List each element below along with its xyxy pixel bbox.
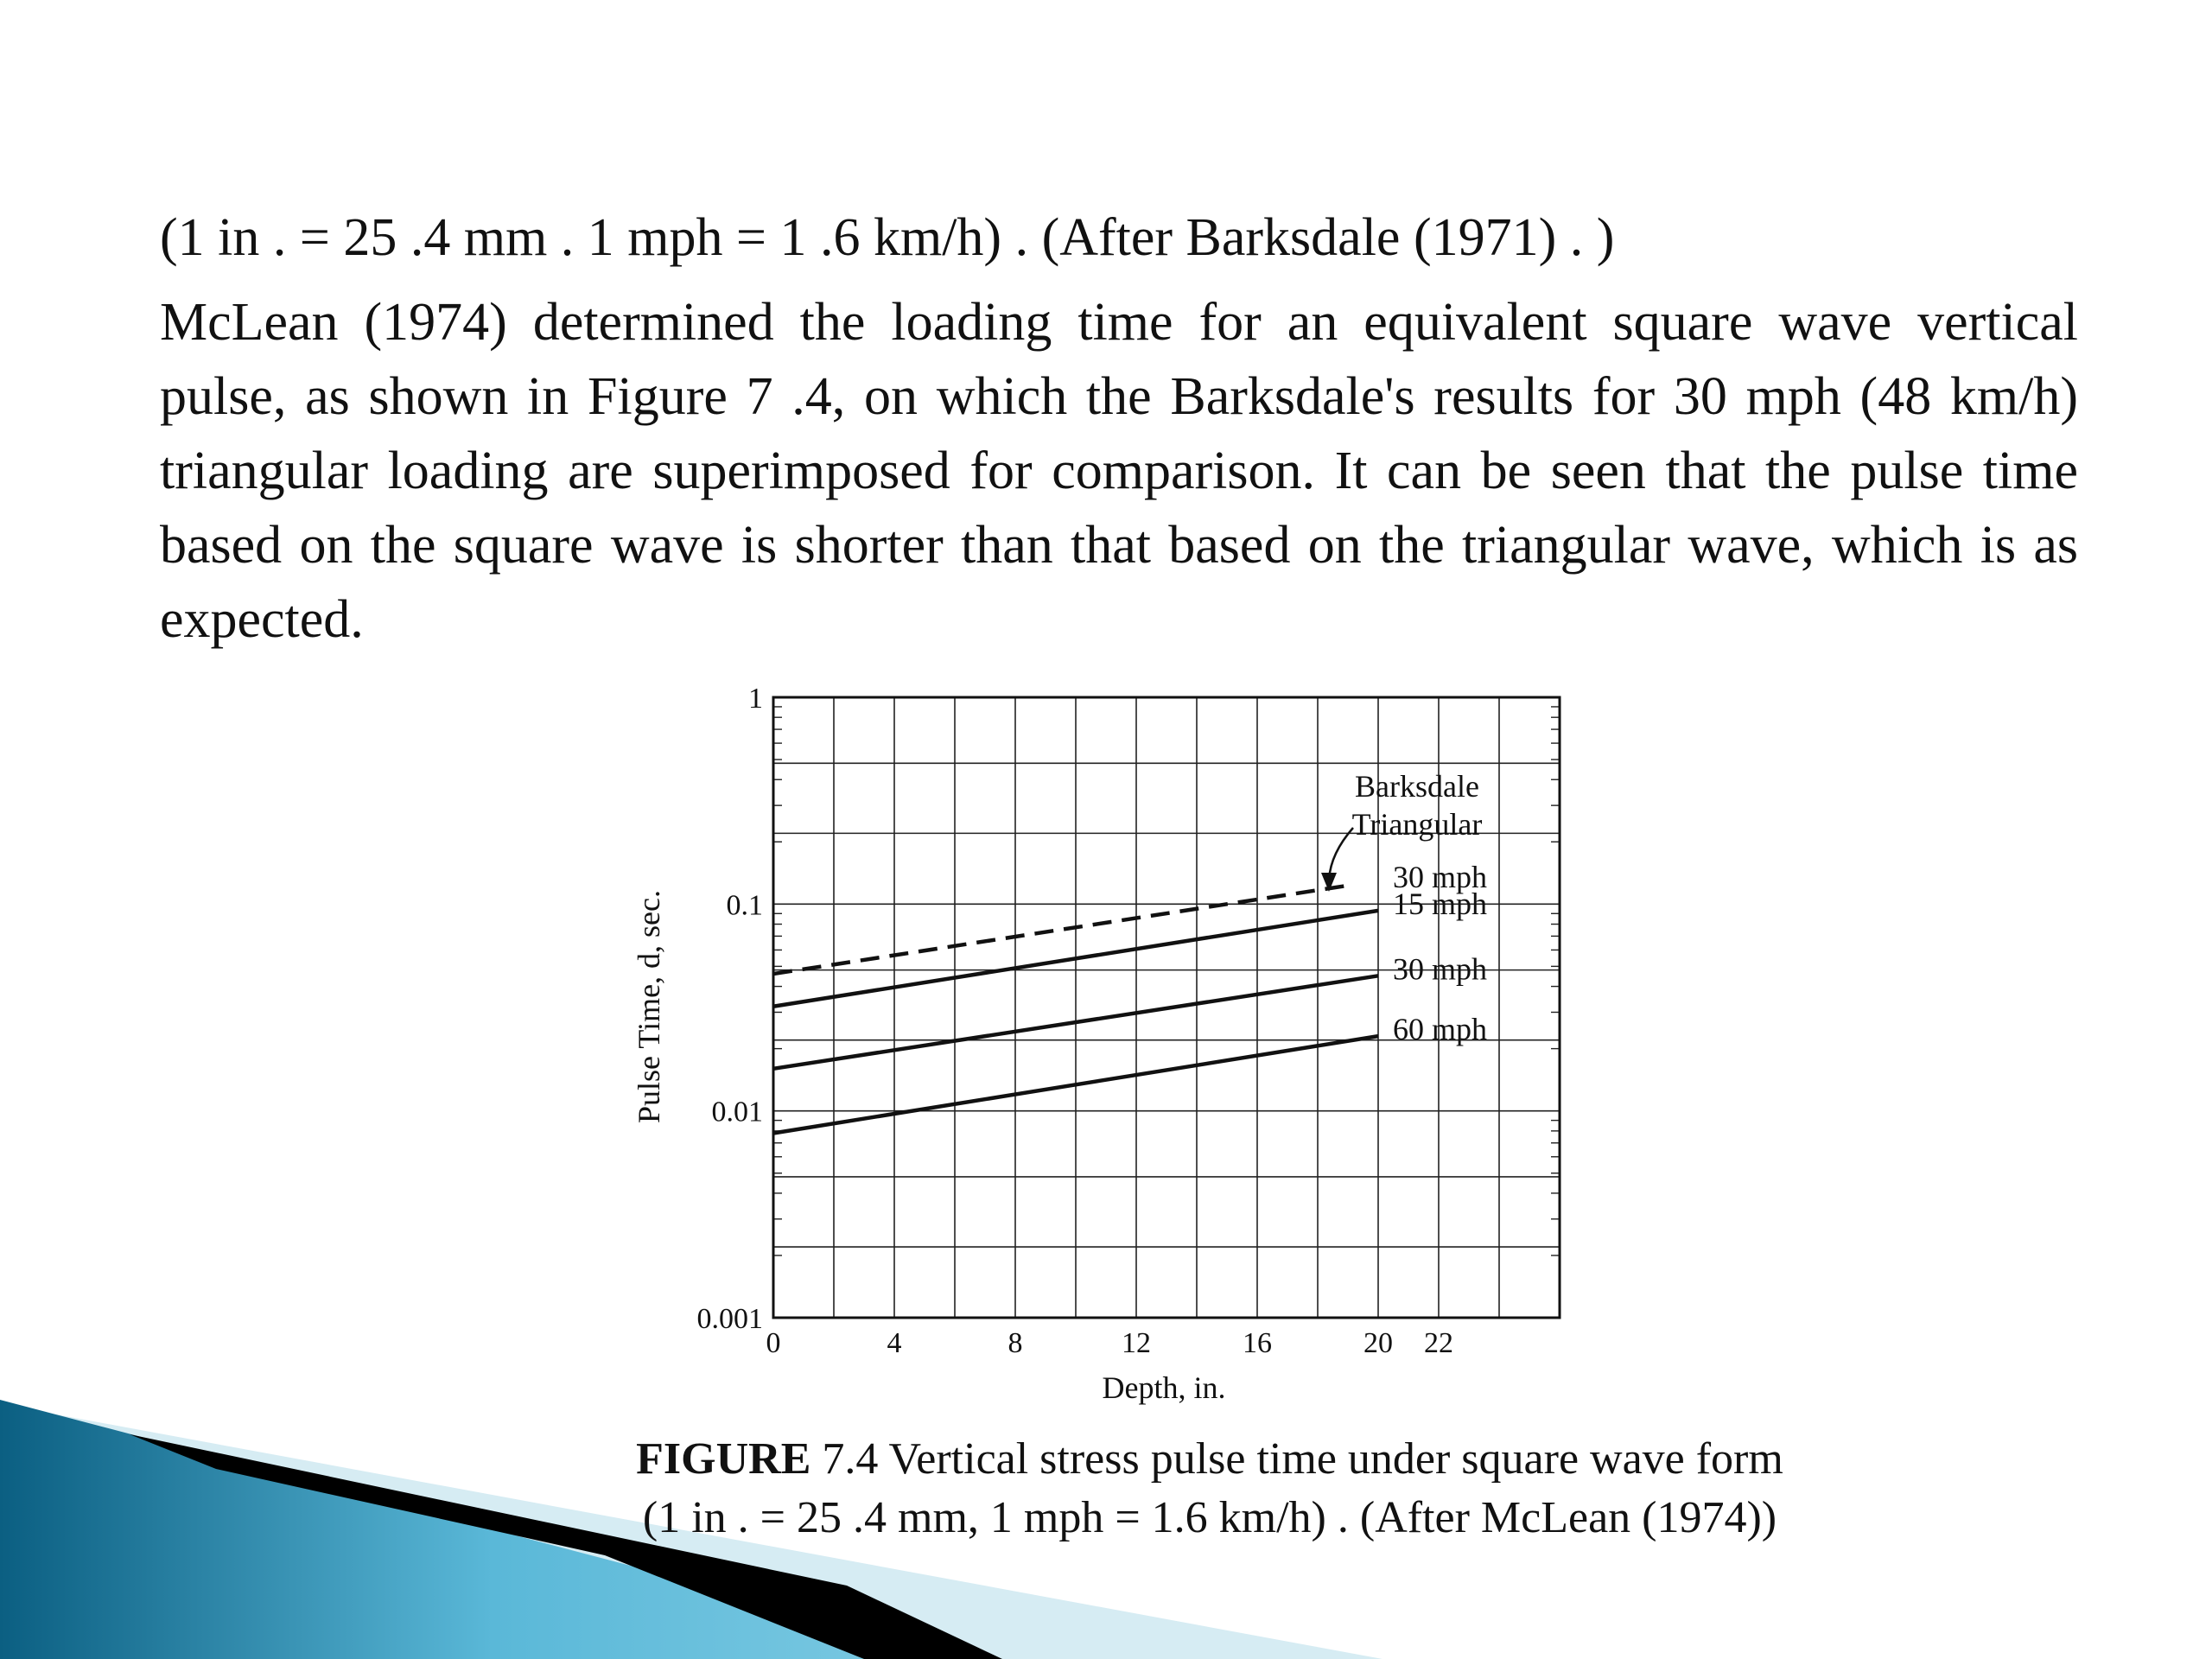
annotation-line-2: Triangular: [1351, 807, 1483, 842]
x-tick-label: 20: [1363, 1327, 1393, 1359]
series-labels: [1393, 860, 1487, 1046]
series-label-2: 15 mph: [1393, 886, 1488, 921]
x-tick-label: 4: [887, 1327, 902, 1359]
x-tick-label: 22: [1424, 1327, 1453, 1359]
y-axis-label: Pulse Time, d, sec.: [632, 889, 666, 1124]
caption-line-1: 7.4 Vertical stress pulse time under square wave form: [822, 1434, 1783, 1484]
y-tick-label: 0.01: [711, 1096, 763, 1128]
x-axis-label: Depth, in.: [1102, 1370, 1226, 1405]
y-tick-label: 0.1: [726, 889, 763, 922]
caption-lead: FIGURE: [636, 1434, 811, 1484]
intro-line: (1 in . = 25 .4 mm . 1 mph = 1 .6 km/h) . (After Barksdale (1971) . ): [160, 208, 1615, 267]
series-label-3: 30 mph: [1393, 951, 1488, 987]
series-label-1: 30 mph: [1393, 859, 1488, 894]
x-tick-labels: [766, 1327, 1454, 1359]
x-tick-label: 16: [1243, 1327, 1272, 1359]
caption-line-2: (1 in . = 25 .4 mm, 1 mph = 1.6 km/h) . (After McLean (1974)): [642, 1493, 1777, 1542]
x-tick-label: 0: [766, 1327, 781, 1359]
series-label-4: 60 mph: [1393, 1012, 1488, 1047]
figure-caption: [484, 1430, 1936, 1548]
y-tick-label: 0.001: [696, 1303, 763, 1335]
x-tick-label: 8: [1007, 1327, 1023, 1359]
annotation-line-1: Barksdale: [1355, 769, 1479, 804]
body-paragraph: McLean (1974) determined the loading time for an equivalent square wave vertical pulse, as shown in Figure 7 .4, on which the Barksdale's results for 30 mph (48 km/h) triangular loading are superimposed for comparison. It can be seen that the pulse time based on the square wave is shorter than that based on the triangular wave, which is as expected.: [160, 293, 2078, 649]
x-tick-label: 12: [1122, 1327, 1151, 1359]
y-tick-label: 1: [748, 683, 763, 715]
y-tick-labels: [697, 683, 764, 1335]
